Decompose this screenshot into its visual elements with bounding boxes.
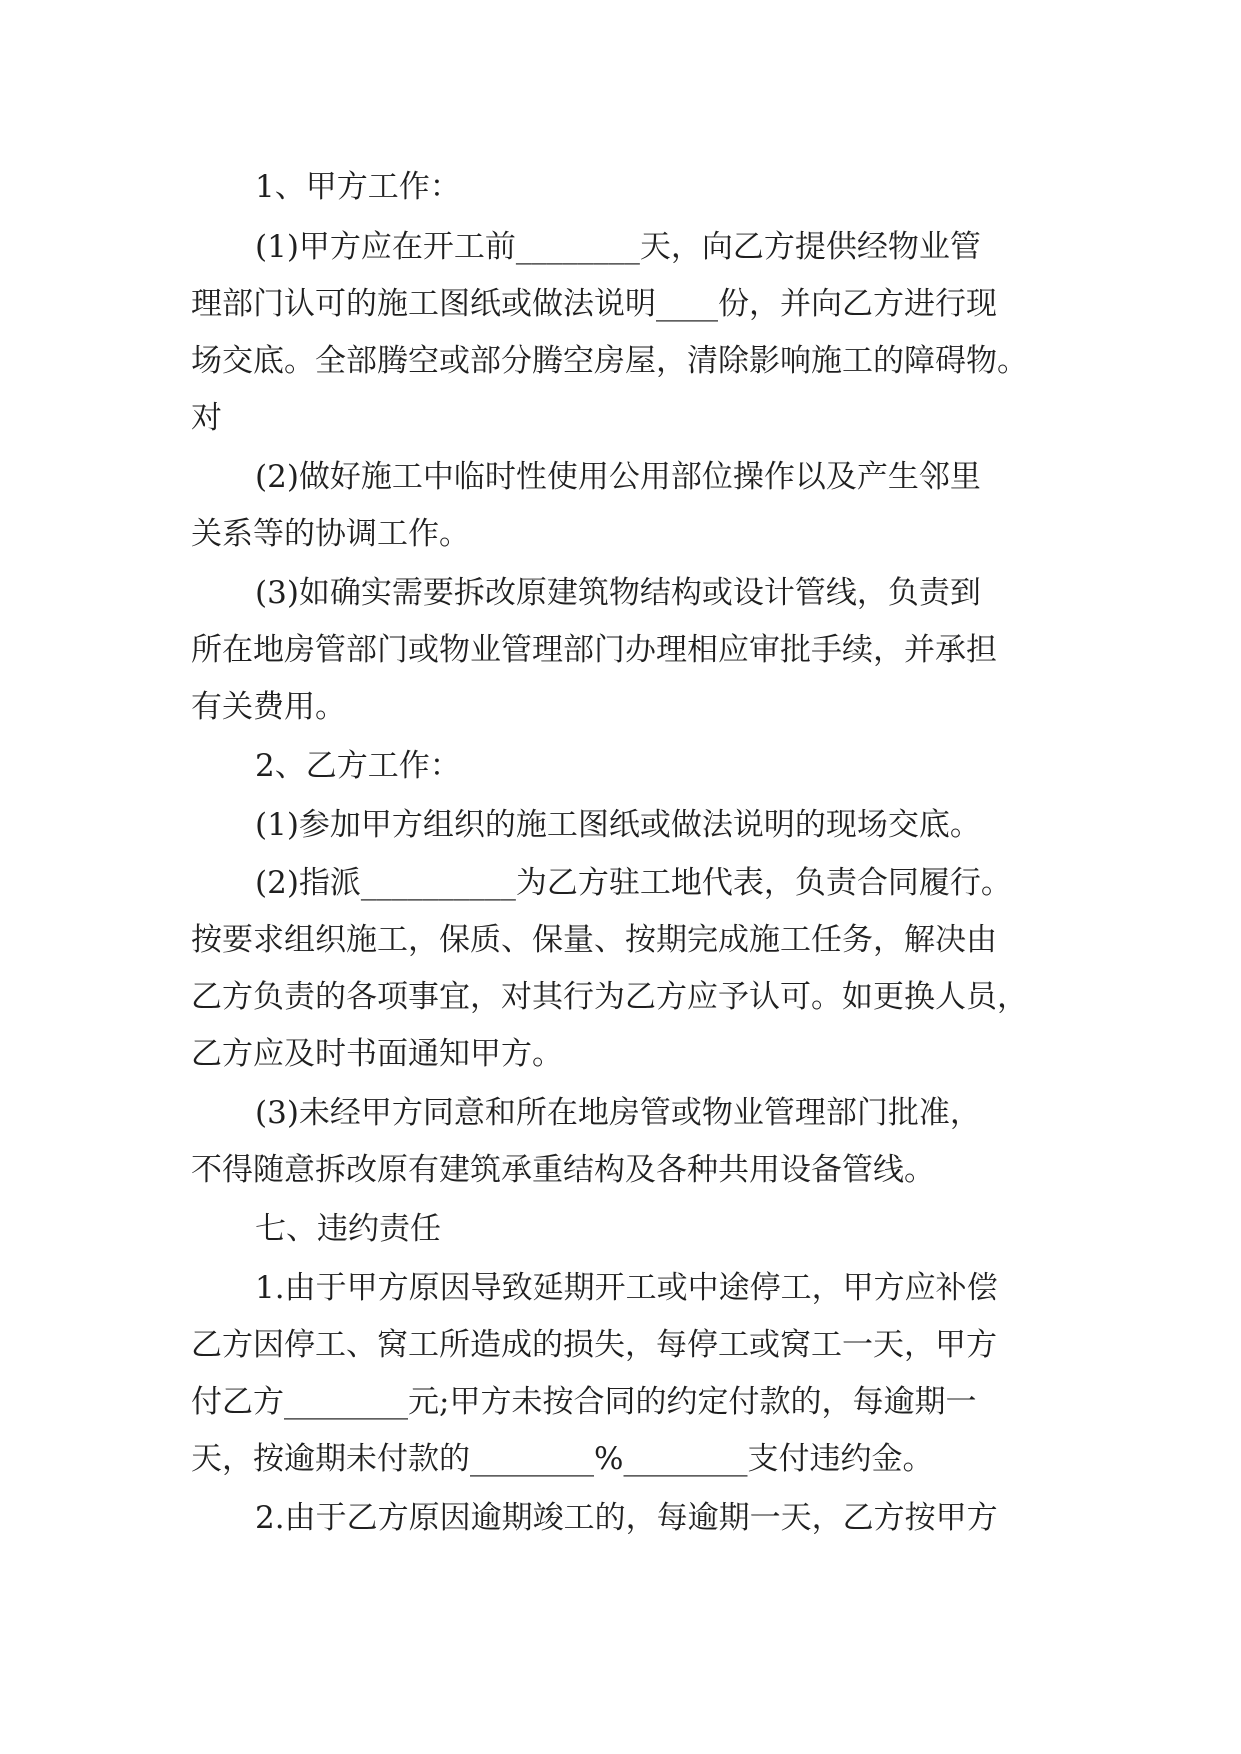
paragraph-line: 乙方因停工、窝工所造成的损失，每停工或窝工一天，甲方	[191, 1327, 997, 1363]
paragraph-line: 不得随意拆改原有建筑承重结构及各种共用设备管线。	[191, 1152, 935, 1188]
paragraph-line: (3)如确实需要拆改原建筑物结构或设计管线，负责到	[255, 575, 981, 611]
paragraph-line: 对	[191, 400, 222, 436]
heading-breach-liability: 七、违约责任	[255, 1211, 441, 1247]
paragraph-line: (1)参加甲方组织的施工图纸或做法说明的现场交底。	[255, 807, 981, 843]
paragraph-line: (1)甲方应在开工前________天，向乙方提供经物业管	[255, 229, 981, 265]
paragraph-line: 乙方负责的各项事宜，对其行为乙方应予认可。如更换人员，	[191, 979, 1028, 1015]
paragraph-line: 1.由于甲方原因导致延期开工或中途停工，甲方应补偿	[255, 1270, 998, 1306]
paragraph-line: 付乙方________元;甲方未按合同的约定付款的，每逾期一	[191, 1384, 977, 1420]
paragraph-line: (2)指派__________为乙方驻工地代表，负责合同履行。	[255, 865, 1012, 901]
paragraph-line: 有关费用。	[191, 689, 346, 725]
paragraph-line: (2)做好施工中临时性使用公用部位操作以及产生邻里	[255, 459, 981, 495]
paragraph-line: 理部门认可的施工图纸或做法说明____份，并向乙方进行现	[191, 286, 997, 322]
paragraph-line: 所在地房管部门或物业管理部门办理相应审批手续，并承担	[191, 632, 997, 668]
heading-party-b-duties: 2、乙方工作：	[255, 748, 461, 784]
paragraph-line: 场交底。全部腾空或部分腾空房屋，清除影响施工的障碍物。	[191, 343, 1028, 379]
paragraph-line: 2.由于乙方原因逾期竣工的，每逾期一天，乙方按甲方	[255, 1500, 998, 1536]
paragraph-line: 关系等的协调工作。	[191, 516, 470, 552]
paragraph-line: (3)未经甲方同意和所在地房管或物业管理部门批准，	[255, 1095, 981, 1131]
heading-party-a-duties: 1、甲方工作：	[255, 169, 461, 205]
paragraph-line: 天，按逾期未付款的________%________支付违约金。	[191, 1441, 934, 1477]
paragraph-line: 乙方应及时书面通知甲方。	[191, 1036, 563, 1072]
paragraph-line: 按要求组织施工，保质、保量、按期完成施工任务，解决由	[191, 922, 997, 958]
